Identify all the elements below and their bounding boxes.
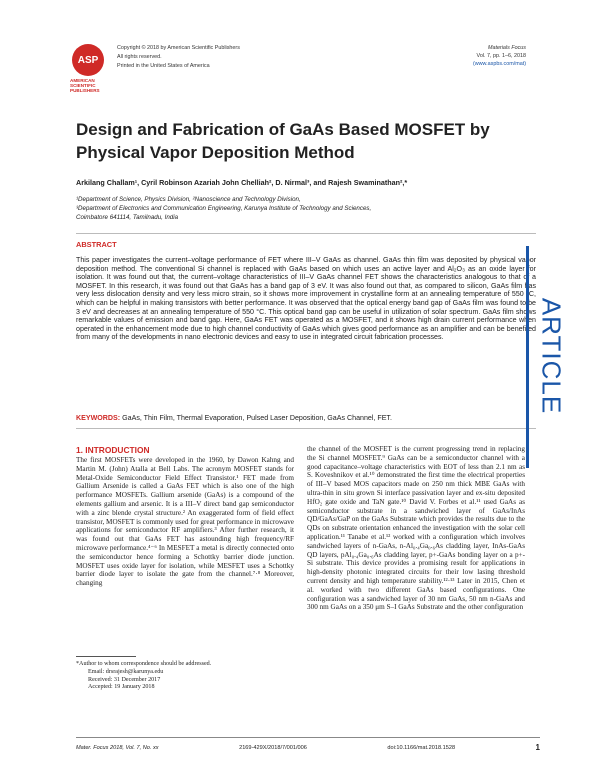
author-list: Arkilang Challam¹, Cyril Robinson Azariah John Chelliah², D. Nirmal³, and Rajesh Swaminathan²,* — [76, 178, 408, 187]
article-label: ARTICLE — [536, 297, 567, 415]
divider — [76, 233, 536, 234]
body-column-left: The first MOSFETs were developed in the 1960, by Dawon Kahng and Martin M. (John) Atalla at Bell Labs. The acronym MOSFET stands for Metal-Oxide Semiconductor Field Effect Transistor.¹ FET made from Gallium Arsenide is called a GaAs FET which is also one of the high performance MOSFETs. Gallium arsenide (GaAs) is a compound of the elements gallium and arsenic. It is a III–V direct band gap semiconductor with a zinc blende crystal structure.² An exaggerated form of field effect transistor, MOSFET is commonly used for great performance in microwave applications for semiconductor RF amplifiers.³ After further research, it was found out that GaAs FET has astounding high frequency/RF microwave performance.⁴⁻⁶ In MESFET a metal is directly connected onto the semiconductor hence forming a Schottky barrier diode junction. MOSFET uses oxide layer for isolation, while MESFET uses a Schottky barrier diode layer to isolate the gate from the channel.⁷·⁸ Moreover, changing — [76, 456, 294, 588]
footnote-divider — [76, 656, 136, 657]
publisher-logo — [72, 44, 104, 76]
abstract-text: This paper investigates the current–voltage performance of FET where III–V GaAs as channel. GaAs thin film was deposited by physical vapor deposition method. The conventional Si channel is replaced with GaAs based on which uses an active layer and Al₂O₃ as an oxide layer for isolation. It was found out that, the current–voltage characteristics of III–V GaAs channel FET shows the characteristics analogous to that of a MOSFET. In this research, it was found out that GaAs has a band gap of 3 eV. It was also found out that, as compared to silicon, GaAs film has very less dislocation density and very less micro strain, so it shows more improvement in crystalline form at an annealing temperature of 550 °C, which can be helpful in making transistors with better performance. It was observed that the optical energy band gap of GaAs film was found to be 3 eV and decreases at an annealing temperature of 550 °C. This optical band gap can be useful in utilization of solar spectrum. GaAs film shows remarkable values of emission and band gap. Here, GaAs FET was operated as a MOSFET, and it shows high drain current performance when operated in the enhancement mode due to high channel conductivity of GaAs which gives good performance as an amplifier and can be benefited from many of the developments in nano electronic devices and easy to use in integrated circuit fabrication processes. — [76, 256, 536, 342]
divider — [76, 428, 536, 429]
email-note: Email: drsrajesh@karunya.edu — [88, 668, 164, 675]
keywords-text: GaAs, Thin Film, Thermal Evaporation, Pulsed Laser Deposition, GaAs Channel, FET. — [122, 414, 392, 422]
abstract-heading: ABSTRACT — [76, 240, 117, 249]
footnotes — [76, 661, 294, 692]
affiliation-line: ³Department of Electronics and Communication Engineering, Karunya Institute of Technology and Sciences, — [76, 205, 372, 212]
paper-title: Design and Fabrication of GaAs Based MOSFET by Physical Vapor Deposition Method — [76, 120, 490, 162]
issn-text: 2169-429X/2018/7/001/006 — [239, 744, 307, 751]
received-date: Received: 31 December 2017 — [88, 676, 161, 683]
keywords-label: KEYWORDS: — [76, 414, 121, 422]
corresponding-author-note: *Author to whom correspondence should be addressed. — [76, 661, 212, 667]
affiliation-line: ¹Department of Science, Physics Division, ²Nanoscience and Technology Division, — [76, 196, 301, 203]
header-right — [473, 44, 526, 68]
affiliation-line: Coimbatore 641114, Tamilnadu, India — [76, 214, 179, 221]
publisher-name: AMERICAN SCIENTIFIC PUBLISHERS — [70, 78, 100, 93]
citation-text: Mater. Focus 2018, Vol. 7, No. xx — [76, 744, 159, 751]
copyright-line: Copyright © 2018 by American Scientific Publishers — [117, 45, 240, 51]
section-heading: 1. INTRODUCTION — [76, 445, 150, 455]
keywords-line — [76, 414, 536, 422]
page-footer — [76, 743, 540, 752]
printed-line: Printed in the United States of America — [117, 63, 210, 69]
article-side-tab — [526, 246, 569, 468]
footer-divider — [76, 737, 540, 738]
accepted-date: Accepted: 19 January 2018 — [88, 684, 155, 691]
logo-text: ASP — [77, 54, 99, 66]
volume-info: Vol. 7, pp. 1–6, 2018 — [476, 53, 526, 59]
body-column-right: the channel of the MOSFET is the current progressing trend in replacing the Si channel MOSFET.⁹ GaAs can be a semiconductor channel with a good capacitance–voltage characteristics with EOT of less than 2.1 nm as S. Koveshnikov et al.¹⁰ demonstrated the first time the electrical properties of III–V based MOS capacitors made on 250 nm thick MBE GaAs with ultra-thin in situ grown Si interface passivation layer and ex-situ deposited HfO₂ gate oxide and TaN gate.¹⁰ David V. Forbes et al.¹¹ used GaAs as semiconductor substrate in a sandwiched layer of GaAs/InAs QD/GaAs/GaP on the GaAs Substrate which provides the results due to the QDs on substrate orientation enhanced the investigation with the solar cell application.¹¹ Tanabe et al.¹² worked with a configuration which involves sandwiched layers of n-GaAs, n-Al₀.₄Ga₀.₆As cladding layer, InAs-GaAs QD layers, pAl₀.₄Ga₀.₆As cladding layer, p+-GaAs bonding layer on a p+-Si substrate. This device provides a promising result for applications in high-density photonic integrated circuits for their low lasing threshold current density and high temperature stability.¹²·¹³ Later in 2015, Chen et al. worked with two different GaAs based configurations. One configuration was a sandwiched layer of 30 nm GaAs, 50 nm n-GaAs and 300 nm GaAs on a 350 μm S–I GaAs Substrate and the other configuration — [307, 445, 525, 612]
rights-line: All rights reserved. — [117, 54, 162, 60]
doi-text: doi:10.1166/mat.2018.1528 — [387, 744, 456, 751]
journal-url-link[interactable]: (www.aspbs.com/mat) — [472, 61, 526, 67]
journal-name: Materials Focus — [487, 45, 526, 51]
page-number: 1 — [535, 743, 540, 752]
affiliations — [76, 195, 536, 222]
header-left — [117, 44, 240, 71]
